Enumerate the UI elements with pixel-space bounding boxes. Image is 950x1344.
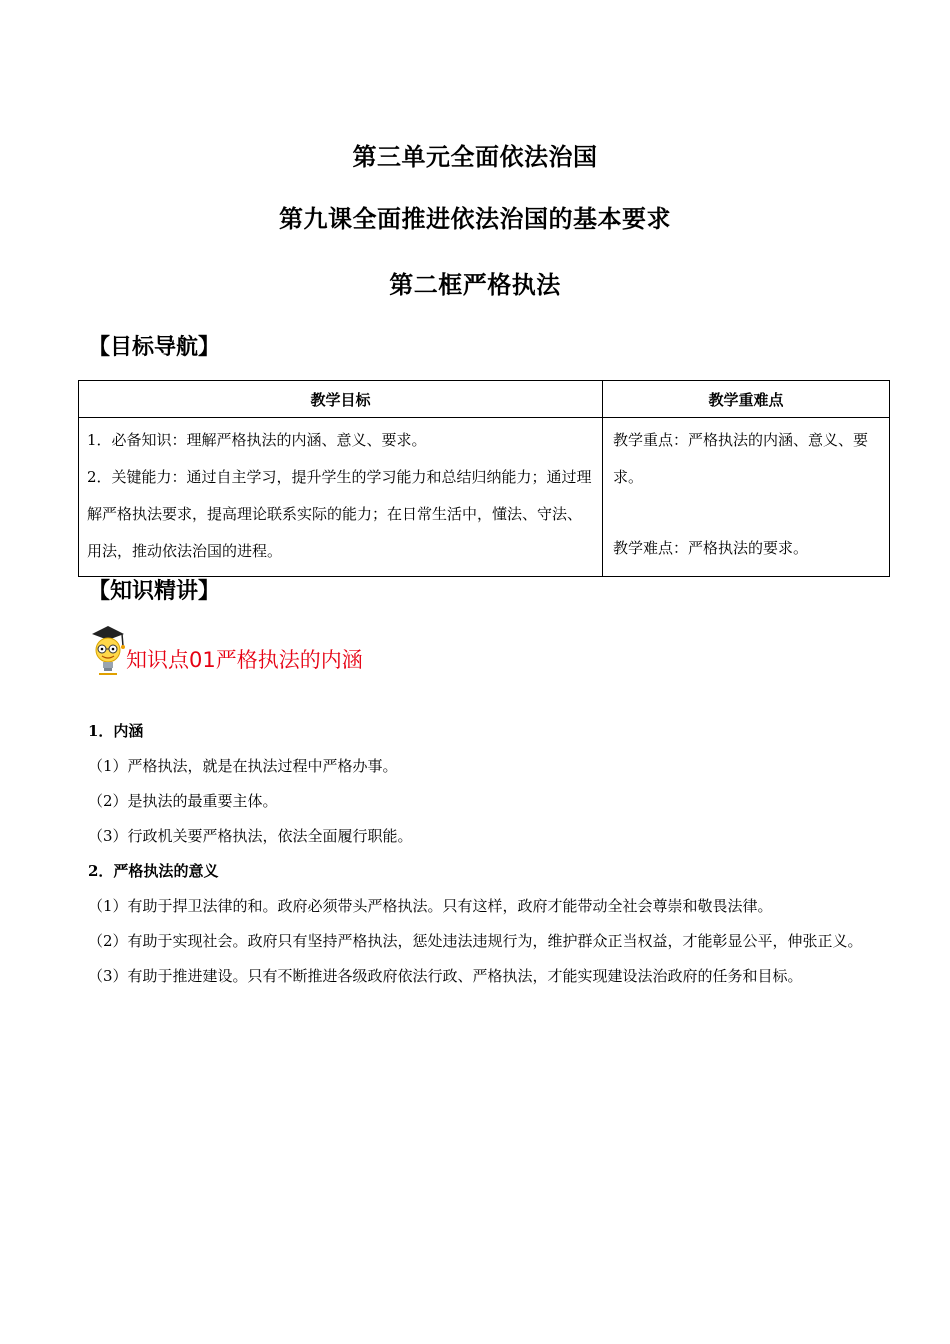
key-point: 教学重点：严格执法的内涵、意义、要求。 xyxy=(613,431,869,486)
goals-nav-heading: 【目标导航】 xyxy=(88,335,221,360)
objectives-cell xyxy=(79,418,603,577)
list-item: （1）严格执法，就是在执法过程中严格办事。 xyxy=(88,757,398,775)
difficult-point: 教学难点：严格执法的要求。 xyxy=(613,539,809,557)
heading-significance: 2．严格执法的意义 xyxy=(88,862,219,880)
table-row xyxy=(79,418,890,577)
lesson-title: 第九课全面推进依法治国的基本要求 xyxy=(279,205,671,233)
knowledge-content xyxy=(88,714,878,994)
knowledge-heading: 【知识精讲】 xyxy=(88,579,221,604)
objective-1: 1．必备知识：理解严格执法的内涵、意义、要求。 xyxy=(87,431,427,449)
list-item: （1）有助于捍卫法律的和。政府必须带头严格执法。只有这样，政府才能带动全社会尊崇和敬畏法律。 xyxy=(88,897,773,915)
list-item: （2）有助于实现社会。政府只有坚持严格执法，惩处违法违规行为，维护群众正当权益，才能彰显公平，伸张正义。 xyxy=(88,932,863,950)
scholar-lightbulb-icon xyxy=(88,622,128,678)
list-item: （2）是执法的最重要主体。 xyxy=(88,792,278,810)
heading-connotation: 1．内涵 xyxy=(88,722,144,740)
unit-title: 第三单元全面依法治国 xyxy=(352,143,598,171)
knowledge-point-title: 知识点01严格执法的内涵 xyxy=(126,648,363,672)
knowledge-point-header xyxy=(88,622,363,678)
goals-table xyxy=(78,380,890,577)
list-item: （3）行政机关要严格执法，依法全面履行职能。 xyxy=(88,827,413,845)
key-points-cell xyxy=(603,418,890,577)
header-teaching-goals: 教学目标 xyxy=(79,381,603,418)
frame-title: 第二框严格执法 xyxy=(389,271,561,299)
objective-2: 2．关键能力：通过自主学习，提升学生的学习能力和总结归纳能力；通过理解严格执法要求，提高理论联系实际的能力；在日常生活中，懂法、守法、用法，推动依法治国的进程。 xyxy=(87,468,592,560)
table-header-row xyxy=(79,381,890,418)
header-key-difficult-points: 教学重难点 xyxy=(603,381,890,418)
list-item: （3）有助于推进建设。只有不断推进各级政府依法行政、严格执法，才能实现建设法治政府的任务和目标。 xyxy=(88,967,803,985)
